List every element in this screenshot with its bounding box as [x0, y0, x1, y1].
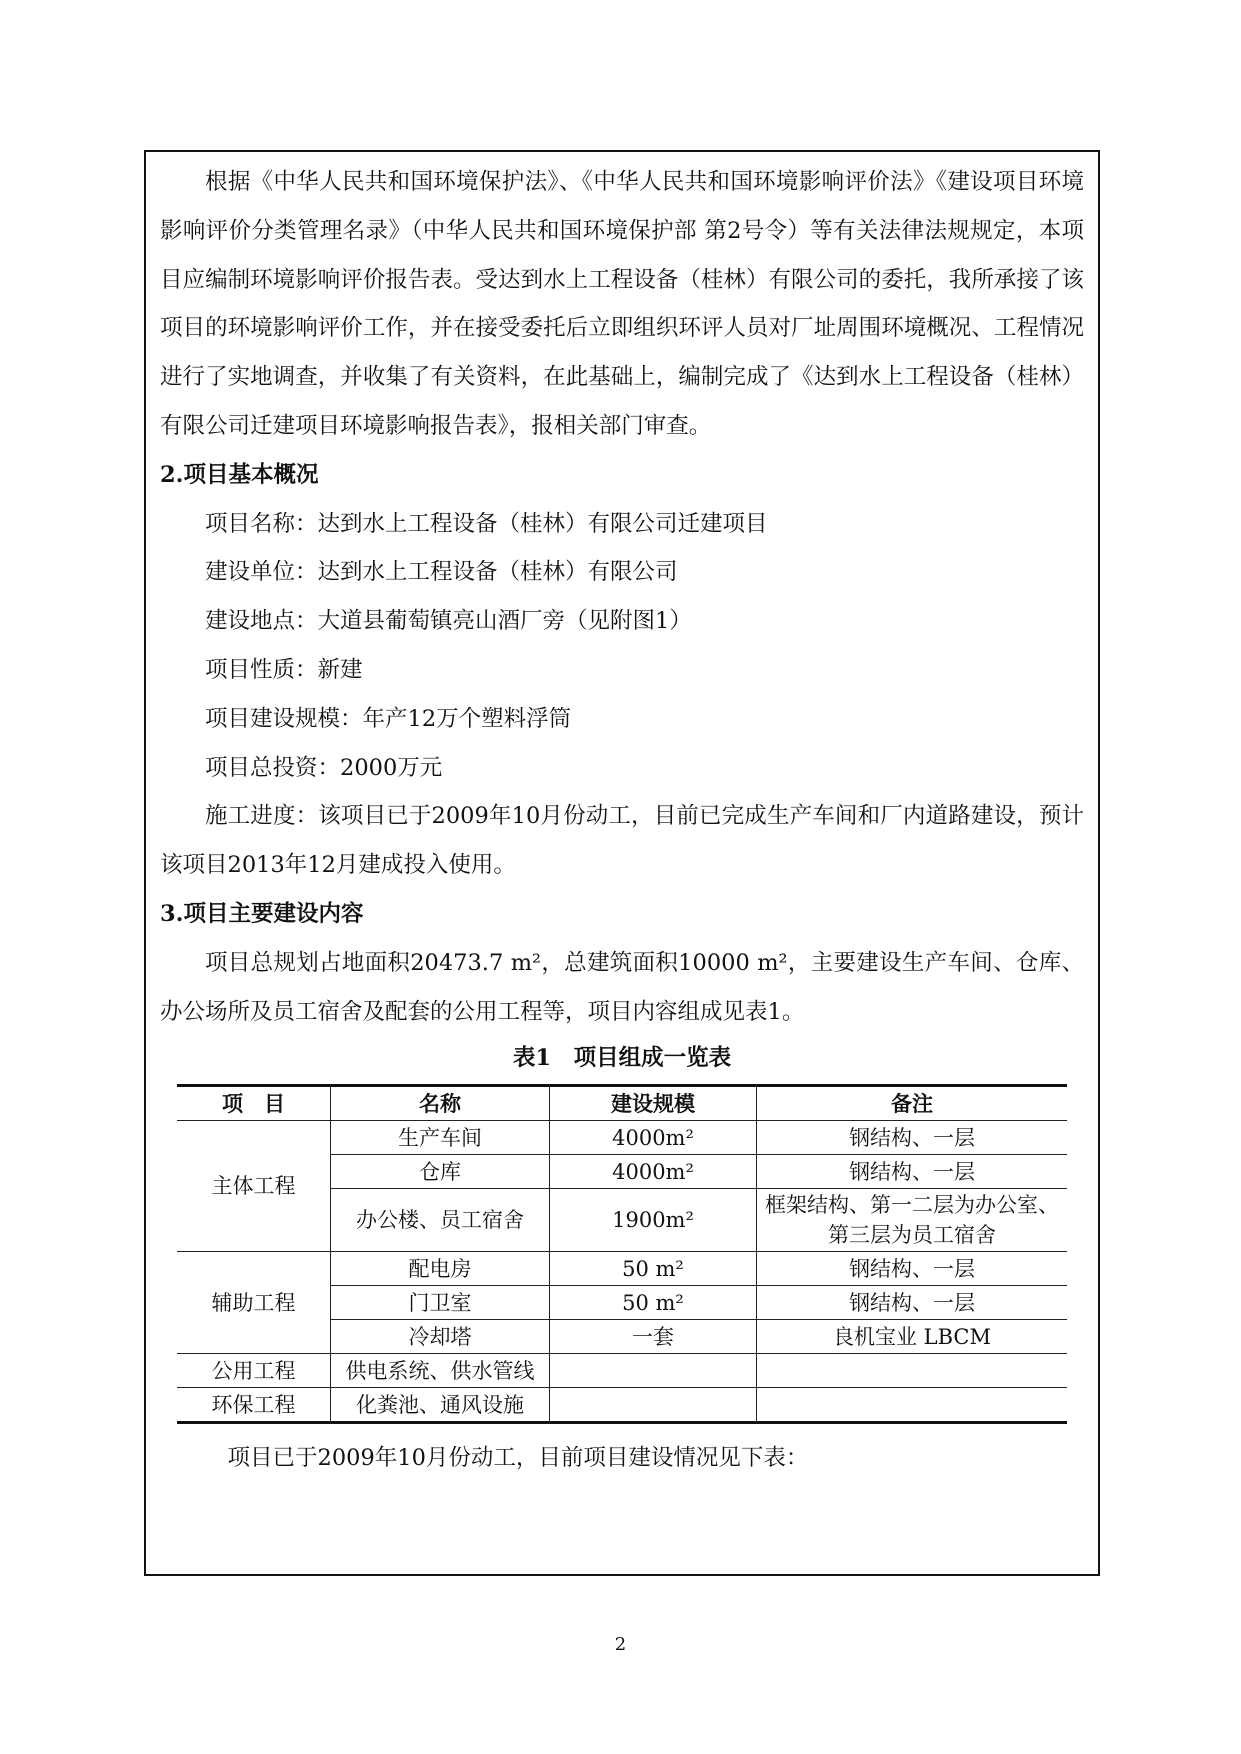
scale-cell: [550, 1388, 757, 1423]
scale-cell: 一套: [550, 1320, 757, 1354]
header-name: 名称: [331, 1086, 550, 1121]
scale-cell: 1900m²: [550, 1189, 757, 1252]
name-cell: 化粪池、通风设施: [331, 1388, 550, 1423]
name-cell: 生产车间: [331, 1121, 550, 1155]
project-name: 项目名称：达到水上工程设备（桂林）有限公司迁建项目: [205, 510, 768, 537]
table-row: [177, 1388, 1067, 1423]
note-cell: [757, 1354, 1068, 1388]
note-cell: 框架结构、第一二层为办公室、第三层为员工宿舍: [757, 1189, 1068, 1252]
note-cell: 钢结构、一层: [757, 1252, 1068, 1286]
note-cell: 良机宝业 LBCM: [757, 1320, 1068, 1354]
note-cell: [757, 1388, 1068, 1423]
header-item: 项 目: [177, 1086, 331, 1121]
scale-cell: 4000m²: [550, 1155, 757, 1189]
page-number: 2: [614, 1634, 627, 1655]
table-1-caption: 表1 项目组成一览表: [512, 1045, 732, 1072]
header-note: 备注: [757, 1086, 1068, 1121]
report-content: [160, 158, 1084, 1483]
name-cell: 仓库: [331, 1155, 550, 1189]
scale-cell: 50 m²: [550, 1286, 757, 1320]
table-row: [177, 1252, 1067, 1286]
scale-cell: 50 m²: [550, 1252, 757, 1286]
section-2-heading: 2.项目基本概况: [160, 461, 319, 488]
total-investment: 项目总投资：2000万元: [205, 754, 443, 781]
scale-cell: 4000m²: [550, 1121, 757, 1155]
table-row: [177, 1121, 1067, 1155]
section-3-heading: 3.项目主要建设内容: [160, 900, 364, 927]
construction-location: 建设地点：大道县葡萄镇亮山酒厂旁（见附图1）: [205, 608, 692, 635]
scale-cell: [550, 1354, 757, 1388]
construction-progress: 施工进度：该项目已于2009年10月份动工，目前已完成生产车间和厂内道路建设，预计该项目2013年12月建成投入使用。: [160, 803, 1084, 879]
construction-unit: 建设单位：达到水上工程设备（桂林）有限公司: [205, 559, 678, 586]
category-cell: 辅助工程: [177, 1252, 331, 1354]
report-frame: [144, 150, 1100, 1576]
name-cell: 供电系统、供水管线: [331, 1354, 550, 1388]
name-cell: 办公楼、员工宿舍: [331, 1189, 550, 1252]
project-composition-table: [177, 1084, 1067, 1424]
section-3-paragraph: 项目总规划占地面积20473.7 m²，总建筑面积10000 m²，主要建设生产车间、仓库、办公场所及员工宿舍及配套的公用工程等，项目内容组成见表1。: [160, 949, 1084, 1025]
construction-scale: 项目建设规模：年产12万个塑料浮筒: [205, 705, 572, 732]
name-cell: 门卫室: [331, 1286, 550, 1320]
table-header-row: [177, 1086, 1067, 1121]
name-cell: 配电房: [331, 1252, 550, 1286]
project-nature: 项目性质：新建: [205, 656, 363, 683]
note-cell: 钢结构、一层: [757, 1155, 1068, 1189]
note-cell: 钢结构、一层: [757, 1121, 1068, 1155]
category-cell: 主体工程: [177, 1121, 331, 1252]
category-cell: 公用工程: [177, 1354, 331, 1388]
note-cell: 钢结构、一层: [757, 1286, 1068, 1320]
name-cell: 冷却塔: [331, 1320, 550, 1354]
table-row: [177, 1354, 1067, 1388]
header-scale: 建设规模: [550, 1086, 757, 1121]
after-table-text: 项目已于2009年10月份动工，目前项目建设情况见下表：: [227, 1445, 809, 1472]
intro-paragraph: 根据《中华人民共和国环境保护法》、《中华人民共和国环境影响评价法》《建设项目环境影响评价分类管理名录》（中华人民共和国环境保护部 第2号令）等有关法律法规规定，本项目应编制环境影响评价报告表。受达到水上工程设备（桂林）有限公司的委托，我所承接了该项目的环境影响评价工作，并在接受委托后立即组织环评人员对厂址周围环境概况、工程情况进行了实地调查，并收集了有关资料，在此基础上，编制完成了《达到水上工程设备（桂林）有限公司迁建项目环境影响报告表》，报相关部门审查。: [160, 169, 1084, 439]
category-cell: 环保工程: [177, 1388, 331, 1423]
